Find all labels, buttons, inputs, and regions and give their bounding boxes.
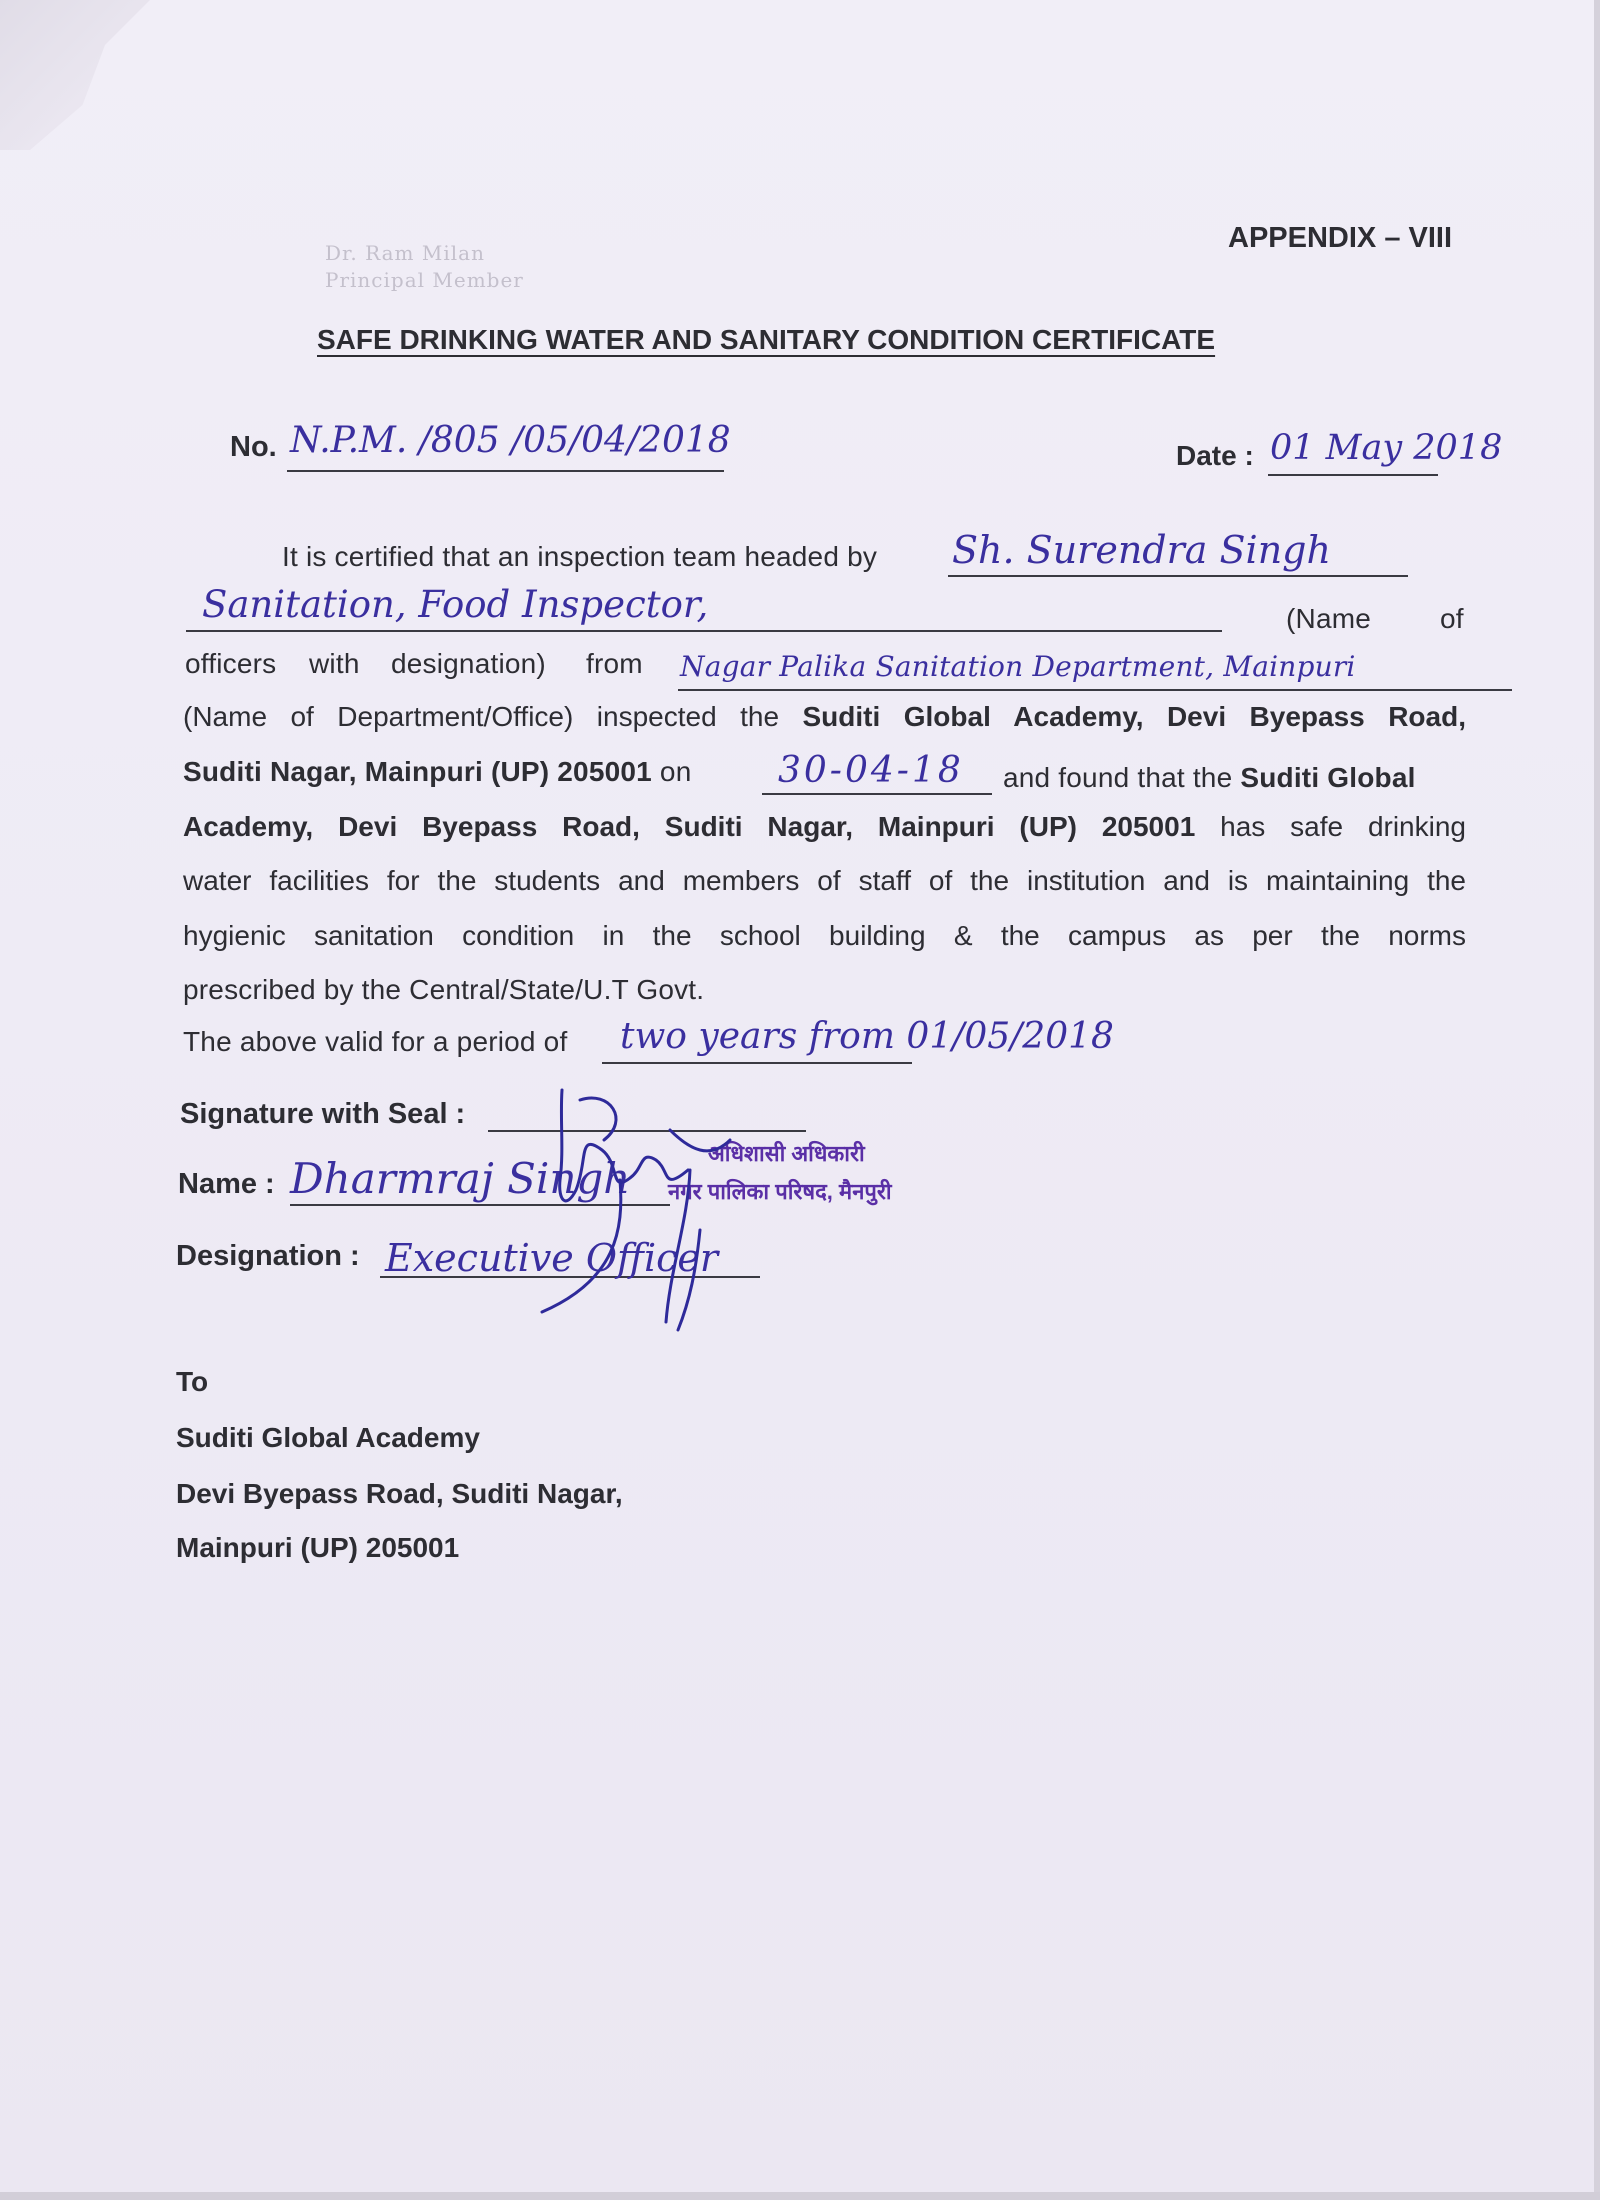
validity-label: The above valid for a period of: [183, 1026, 568, 1057]
number-label: No.: [230, 431, 277, 463]
seal-line-1: अधिशासी अधिकारी: [708, 1141, 865, 1166]
recipient-to-label: To: [176, 1366, 209, 1397]
date-value: 01 May 2018: [1270, 428, 1503, 468]
faint-stamp-line-1: Dr. Ram Milan: [325, 241, 485, 265]
institution-address-1: Suditi Nagar, Mainpuri (UP) 205001: [183, 756, 652, 787]
number-value: N.P.M. /805 /05/04/2018: [290, 420, 731, 461]
institution-address-2: Academy, Devi Byepass Road, Suditi Nagar, Mainpuri (UP) 205001: [183, 811, 1196, 842]
name-of-prefix: (Name: [1286, 603, 1372, 634]
officer-designation-blank: [186, 630, 1222, 632]
body-line-7: water facilities for the students and members of staff of the institution and is maintaining the: [183, 865, 1466, 896]
name-label: Name :: [178, 1168, 275, 1200]
body-line-1: It is certified that an inspection team headed by: [282, 541, 878, 572]
paper-edge-bottom: [0, 2192, 1600, 2200]
body-line-3-word-4: from: [586, 648, 643, 679]
officer-designation-value: Sanitation, Food Inspector,: [202, 583, 709, 626]
body-line-4-text: (Name of Department/Office) inspected the: [183, 701, 780, 732]
institution-name-2: Suditi Global: [1240, 762, 1416, 793]
body-line-6: [183, 811, 1466, 843]
recipient-line-3: Mainpuri (UP) 205001: [176, 1532, 460, 1563]
seal-line-2: नगर पालिका परिषद, मैनपुरी: [668, 1179, 892, 1204]
name-value: Dharmraj Singh: [290, 1154, 631, 1203]
number-blank: [287, 470, 724, 472]
validity-value: two years from 01/05/2018: [620, 1016, 1114, 1057]
name-of-suffix: of: [1440, 603, 1464, 634]
body-line-3-word-1: officers: [185, 648, 277, 679]
body-line-6-text: has safe drinking: [1220, 811, 1466, 842]
institution-name-1: Suditi Global Academy, Devi Byepass Road,: [802, 701, 1466, 732]
date-blank: [1268, 474, 1438, 476]
inspection-date-value: 30-04-18: [778, 750, 964, 791]
officer-name-value: Sh. Surendra Singh: [952, 528, 1331, 572]
inspection-date-blank: [762, 793, 992, 795]
signature-label: Signature with Seal :: [180, 1098, 466, 1130]
handwritten-signature: [520, 1060, 820, 1350]
faint-stamp: [325, 240, 524, 294]
recipient-line-1: Suditi Global Academy: [176, 1422, 480, 1453]
body-line-4: [183, 701, 1466, 733]
officer-name-blank: [948, 575, 1408, 577]
department-blank: [678, 689, 1512, 691]
body-line-3-word-3: designation): [391, 648, 546, 679]
recipient-line-2: Devi Byepass Road, Suditi Nagar,: [176, 1478, 623, 1509]
date-label: Date :: [1176, 440, 1254, 471]
designation-value: Executive Officer: [385, 1236, 719, 1280]
body-line-5-tail: [1003, 762, 1416, 794]
body-line-8: hygienic sanitation condition in the school building & the campus as per the norms: [183, 920, 1466, 951]
designation-label: Designation :: [176, 1240, 360, 1272]
body-line-5-text: and found that the: [1003, 762, 1233, 793]
appendix-label: APPENDIX – VIII: [1228, 222, 1453, 254]
body-line-9: prescribed by the Central/State/U.T Govt.: [183, 974, 705, 1005]
certificate-title: SAFE DRINKING WATER AND SANITARY CONDITION CERTIFICATE: [317, 324, 1216, 355]
body-line-5: [183, 756, 691, 788]
paper-edge-right: [1594, 0, 1600, 2200]
body-line-3-word-2: with: [309, 648, 360, 679]
faint-stamp-line-2: Principal Member: [325, 268, 524, 292]
department-value: Nagar Palika Sanitation Department, Mainpuri: [680, 650, 1356, 683]
body-line-5-on: on: [659, 756, 692, 787]
torn-corner: [0, 0, 150, 150]
